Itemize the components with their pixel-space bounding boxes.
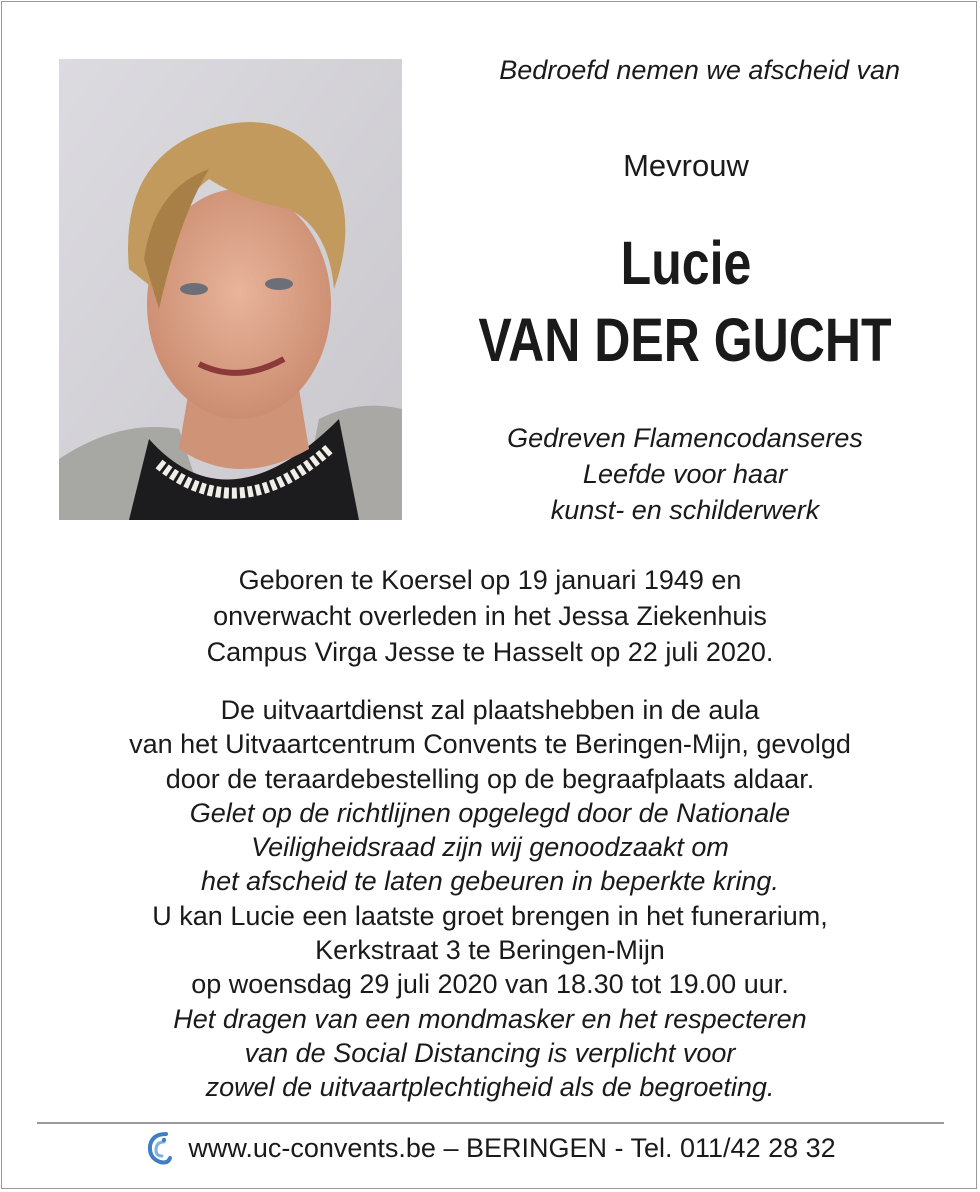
ceremony-line: van het Uitvaartcentrum Convents te Beringen-Mijn, gevolgd (129, 729, 851, 760)
mask-notice-line: Het dragen van een mondmasker en het respecteren (173, 1003, 807, 1034)
tagline-line: Gedreven Flamencodanseres (507, 423, 863, 453)
funeral-home-logo-icon (144, 1130, 174, 1166)
tagline-line: kunst- en schilderwerk (550, 495, 820, 525)
birth-line: Geboren te Koersel op 19 januari 1949 en (238, 565, 742, 595)
tagline-line: Leefde voor haar (582, 459, 788, 489)
footer-contact-text: www.uc-convents.be – BERINGEN - Tel. 011/42 28 32 (188, 1132, 836, 1163)
mask-notice-line: zowel de uitvaartplechtigheid als de begroeting. (205, 1072, 775, 1103)
birth-line: onverwacht overleden in het Jessa Ziekenhuis (213, 601, 767, 631)
portrait-photo (59, 59, 402, 520)
first-name: Lucie (620, 229, 752, 297)
last-name: VAN DER GUCHT (478, 306, 892, 374)
ceremony-details (0, 693, 980, 1105)
ceremony-line: door de teraardebestelling op de begraafplaats aldaar. (165, 763, 815, 794)
visit-line: Kerkstraat 3 te Beringen-Mijn (315, 935, 665, 966)
ceremony-line: De uitvaartdienst zal plaatshebben in de aula (220, 695, 760, 725)
mask-notice-line: van de Social Distancing is verplicht voor (244, 1037, 736, 1068)
visit-line: U kan Lucie een laatste groet brengen in het funerarium, (152, 900, 828, 931)
tagline (430, 420, 940, 528)
birth-death-paragraph (0, 562, 980, 670)
visit-line: op woensdag 29 juli 2020 van 18.30 tot 19.00 uur. (191, 969, 789, 1000)
covid-notice-line: Gelet op de richtlijnen opgelegd door de Nationale (189, 797, 791, 828)
covid-notice-line: het afscheid te laten gebeuren in beperkte kring. (201, 866, 779, 897)
footer-divider (37, 1122, 944, 1124)
honorific: Mevrouw (623, 148, 749, 183)
covid-notice-line: Veiligheidsraad zijn wij genoodzaakt om (251, 832, 729, 863)
intro-text: Bedroefd nemen we afscheid van (499, 55, 900, 85)
birth-line: Campus Virga Jesse te Hasselt op 22 juli 2020. (206, 637, 774, 667)
footer (0, 1128, 980, 1168)
